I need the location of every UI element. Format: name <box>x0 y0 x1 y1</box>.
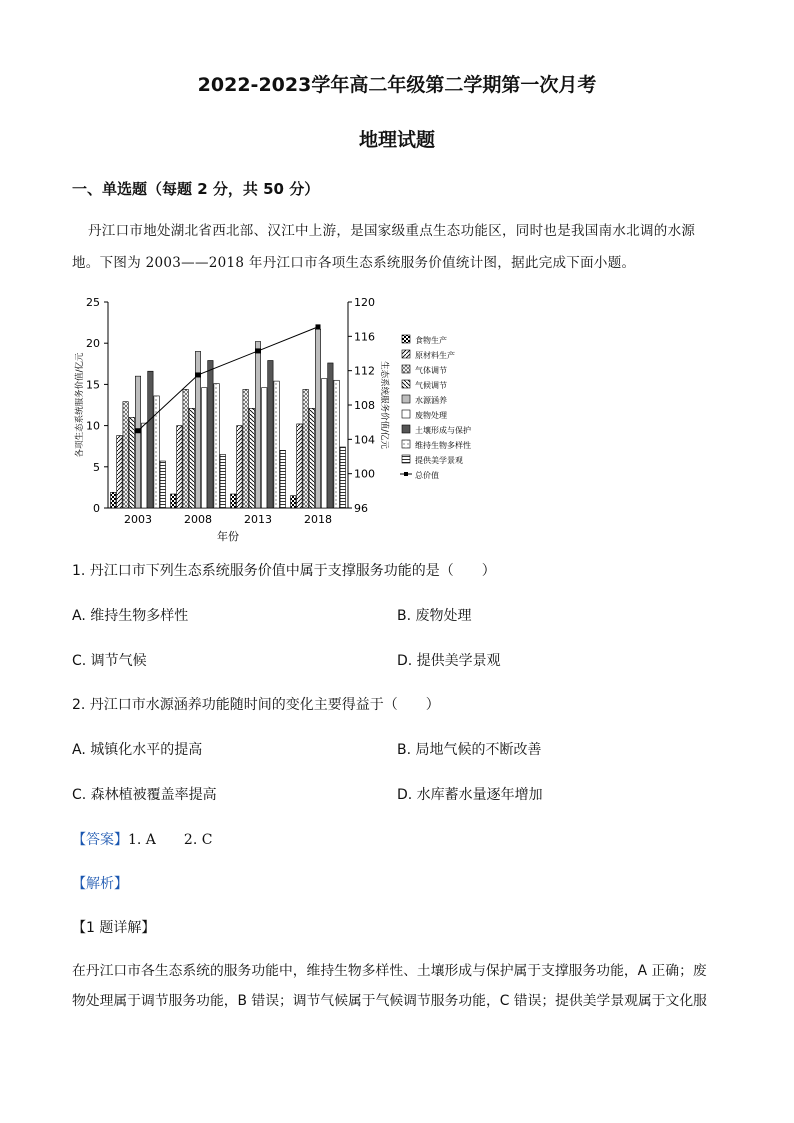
y-tick-label: 25 <box>86 296 100 309</box>
passage-line-2: 地。下图为 2003——2018 年丹江口市各项生态系统服务价值统计图，据此完成下面小题。 <box>72 255 636 271</box>
bar-废物处理 <box>202 388 207 508</box>
y2-tick-label: 120 <box>354 296 375 309</box>
q1-option-b[interactable]: B. 废物处理 <box>397 608 472 624</box>
bar-食物生产 <box>231 494 236 508</box>
legend-label: 气候调节 <box>415 381 447 390</box>
bar-维持生物多样性 <box>334 380 339 508</box>
bar-维持生物多样性 <box>154 396 159 508</box>
answer-line <box>72 829 212 849</box>
legend-label: 水源涵养 <box>415 396 447 405</box>
y2-tick-label: 112 <box>354 364 375 378</box>
legend-label: 维持生物多样性 <box>415 441 471 450</box>
y2-tick-label: 116 <box>354 330 375 344</box>
bar-食物生产 <box>111 492 116 508</box>
legend-swatch-原材料生产 <box>402 350 410 358</box>
bar-提供美学景观 <box>220 454 225 508</box>
bar-食物生产 <box>171 494 176 508</box>
y2-tick-label: 96 <box>354 502 368 515</box>
legend-label: 废物处理 <box>415 411 447 420</box>
bar-原材料生产 <box>117 435 122 508</box>
legend-swatch-气体调节 <box>402 365 410 373</box>
bar-土壤形成与保护 <box>328 363 333 508</box>
bar-原材料生产 <box>177 426 182 508</box>
q1-option-a[interactable]: A. 维持生物多样性 <box>72 608 189 624</box>
legend-swatch-食物生产 <box>402 335 410 343</box>
answer-label: 【答案】 <box>72 832 128 848</box>
legend-label: 总价值 <box>415 471 439 480</box>
legend-label: 原材料生产 <box>415 351 455 360</box>
legend-swatch-水源涵养 <box>402 395 410 403</box>
detail-1-line-1: 在丹江口市各生态系统的服务功能中，维持生物多样性、土壤形成与保护属于支撑服务功能，A 正确；废 <box>72 963 707 979</box>
y-tick-label: 5 <box>93 460 100 474</box>
section-heading: 一、单选题（每题 2 分，共 50 分） <box>72 180 320 198</box>
bar-水源涵养 <box>315 329 320 508</box>
bar-废物处理 <box>262 388 267 508</box>
total-value-point <box>196 372 201 377</box>
y-tick-label: 0 <box>93 502 100 515</box>
total-value-point <box>256 348 261 353</box>
ecosystem-value-chart <box>70 290 490 550</box>
bar-土壤形成与保护 <box>208 361 213 508</box>
x-tick-label: 2003 <box>124 513 152 526</box>
bar-土壤形成与保护 <box>268 361 273 508</box>
bar-土壤形成与保护 <box>148 371 153 508</box>
y-tick-label: 15 <box>86 378 100 392</box>
legend-swatch-气候调节 <box>402 380 410 388</box>
bar-原材料生产 <box>297 424 302 508</box>
detail-1-line-2: 物处理属于调节服务功能，B 错误；调节气候属于气候调节服务功能，C 错误；提供美学景观属于文化服 <box>72 993 707 1009</box>
x-tick-label: 2008 <box>184 513 212 526</box>
bar-维持生物多样性 <box>214 384 219 508</box>
bar-提供美学景观 <box>160 461 165 508</box>
legend-label: 气体调节 <box>415 366 447 375</box>
legend-swatch-废物处理 <box>402 410 410 418</box>
passage-line-1: 丹江口市地处湖北省西北部、汉江中上游，是国家级重点生态功能区，同时也是我国南水北调的水源 <box>88 223 696 239</box>
legend-label: 提供美学景观 <box>415 456 463 465</box>
answer-text: 1. A 2. C <box>128 832 213 848</box>
q2-option-c[interactable]: C. 森林植被覆盖率提高 <box>72 787 217 803</box>
bar-水源涵养 <box>255 342 260 508</box>
y-tick-label: 10 <box>86 419 100 433</box>
x-axis-label: 年份 <box>217 530 239 543</box>
x-tick-label: 2013 <box>244 513 272 526</box>
bar-气候调节 <box>249 408 254 508</box>
legend-swatch-提供美学景观 <box>402 455 410 463</box>
bar-维持生物多样性 <box>274 381 279 508</box>
bar-原材料生产 <box>237 426 242 508</box>
y-axis-label: 各项生态系统服务价值/亿元 <box>75 352 85 458</box>
bar-提供美学景观 <box>280 450 285 508</box>
total-value-point <box>136 428 141 433</box>
q2-option-d[interactable]: D. 水库蓄水量逐年增加 <box>397 787 543 803</box>
x-tick-label: 2018 <box>304 513 332 526</box>
q1-option-d[interactable]: D. 提供美学景观 <box>397 653 501 669</box>
bar-气体调节 <box>123 402 128 508</box>
bar-水源涵养 <box>135 376 140 508</box>
legend-point-total <box>404 472 408 476</box>
q2-option-b[interactable]: B. 局地气候的不断改善 <box>397 742 542 758</box>
analysis-label: 【解析】 <box>72 876 128 892</box>
bar-气候调节 <box>129 417 134 508</box>
bar-气候调节 <box>309 408 314 508</box>
bar-气体调节 <box>303 389 308 508</box>
legend-label: 食物生产 <box>415 336 447 345</box>
q2-option-a[interactable]: A. 城镇化水平的提高 <box>72 742 203 758</box>
q1-option-c[interactable]: C. 调节气候 <box>72 653 147 669</box>
y2-tick-label: 108 <box>354 399 375 412</box>
y2-tick-label: 104 <box>354 433 375 447</box>
bar-废物处理 <box>322 379 327 508</box>
y-tick-label: 20 <box>86 337 100 351</box>
legend-swatch-土壤形成与保护 <box>402 425 410 433</box>
total-value-line <box>138 327 318 431</box>
exam-subtitle: 地理试题 <box>358 129 435 151</box>
total-value-point <box>316 324 321 329</box>
question-2-stem: 2. 丹江口市水源涵养功能随时间的变化主要得益于（ ） <box>72 697 440 713</box>
bar-食物生产 <box>291 496 296 508</box>
bar-气体调节 <box>243 389 248 508</box>
legend-label: 土壤形成与保护 <box>415 426 471 435</box>
legend-swatch-维持生物多样性 <box>402 440 410 448</box>
y2-axis-label: 生态系统服务价值/亿元 <box>379 361 389 449</box>
bar-气体调节 <box>183 389 188 508</box>
detail-1-label: 【1 题详解】 <box>72 920 156 936</box>
bar-提供美学景观 <box>340 447 345 508</box>
question-1-stem: 1. 丹江口市下列生态系统服务价值中属于支撑服务功能的是（ ） <box>72 563 496 579</box>
bar-废物处理 <box>142 423 147 508</box>
bar-气候调节 <box>189 408 194 508</box>
y2-tick-label: 100 <box>354 467 375 481</box>
exam-title: 2022-2023学年高二年级第二学期第一次月考 <box>197 74 597 96</box>
